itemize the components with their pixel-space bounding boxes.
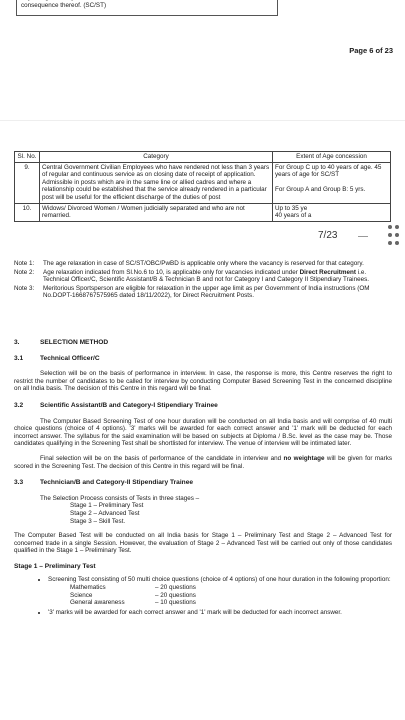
note-3: Note 3: Meritorious Sportsperson are eligible for relaxation in the upper age limit as per Government of India instructions (OM No.DOPT-1668767575965 dated 18/11/2022), for Direct Recruitment Posts. [14, 284, 370, 300]
overlay-separator [358, 236, 368, 237]
row-category: Central Government Civilian Employees who have rendered not less than 3 years of regular and continuous service as on closing date of receipt of application. Admissible in posts which are in the same line or allied cadres and where a relationship could be established that the service already rendered in a particular post will be useful for the efficient discharge of the duties of post [40, 162, 273, 203]
list-item: Stage 3 – Skill Test. [70, 517, 126, 525]
list-item: • '3' marks will be awarded for each correct answer and '1' mark will be deducted for each incorrect answer. [48, 609, 392, 617]
section-3-1-paragraph: Selection will be on the basis of performance in interview. In case, the response is more, this Centre reserves the right to restrict the number of candidates to be called for interview by conducting Computer Based Screening Test in the concerned discipline on all India basis. The decision of this Centre in this regard will be final. [14, 370, 392, 393]
list-item: • Screening Test consisting of 50 multi choice questions (choice of 4 options) of one hour duration in the following proportion: Mathematics – 20 questions Science – 20 questions General awareness – 10 questions [48, 576, 392, 606]
table-row [15, 203, 391, 221]
header-extent: Extent of Age concession [273, 152, 391, 163]
row-extent [273, 203, 391, 221]
selection-method-content [14, 339, 392, 616]
previous-page-fragment [0, 0, 405, 20]
stage-list [70, 502, 392, 525]
row-number: 10. [15, 203, 40, 221]
page-counter-overlay[interactable]: 7/23 [318, 230, 338, 241]
section-heading-3-1: 3.1 Technical Officer/C [14, 354, 100, 362]
section-3-2-paragraph-2: Final selection will be on the basis of performance of the candidate in interview and no weightage will be given for marks scored in the Screening Test. The decision of this Centre in this regard will be final. [14, 454, 392, 470]
section-heading-3-3: 3.3 Technician/B and Category-II Stipendiary Trainee [14, 479, 194, 487]
section-3-3-intro: The Selection Process consists of Tests in three stages – [40, 494, 200, 502]
extent-group-ab: For Group A and Group B: 5 yrs. [275, 185, 366, 193]
list-item: Stage 1 – Preliminary Test [70, 502, 144, 510]
section-heading-3-2: 3.2 Scientific Assistant/B and Category-I Stipendiary Trainee [14, 401, 218, 409]
row-category: Widows/ Divorced Women / Women judicially separated and who are not remarried. [40, 203, 273, 221]
page-divider [0, 120, 405, 121]
stage-1-heading: Stage 1 – Preliminary Test [14, 562, 96, 570]
stage-1-bullets [14, 576, 392, 616]
page-number: Page 6 of 23 [349, 46, 393, 55]
section-3-2-paragraph-1: The Computer Based Screening Test of one hour duration will be conducted on all India basis and will comprise of 40 multi choice questions (choice of 4 options). '3' marks will be awarded for each correct answer and '1' mark will be deducted for each incorrect answer. The syllabus for the said examination will be based on subjects at Diploma / B.Sc. level as the case may be. Those candidates qualifying in the Screening Test shall be shortlisted for interview. The venue of interview will be intimated later. [14, 417, 392, 448]
list-item: Stage 2 – Advanced Test [70, 509, 140, 517]
row-number: 9. [15, 162, 40, 203]
fragment-line-2: consequence thereof. (SC/ST) [21, 2, 107, 9]
extent-line-2: 40 years of a [275, 212, 312, 220]
section-heading-3: 3. SELECTION METHOD [14, 339, 109, 346]
header-sl-no: Sl. No. [15, 152, 40, 163]
table-fragment [16, 0, 278, 16]
subject-proportion-list: Mathematics – 20 questions Science – 20 questions General awareness – 10 questions [70, 584, 196, 607]
age-concession-table [14, 151, 391, 222]
section-3-3-paragraph: The Computer Based Test will be conducted on all India basis for Stage 1 – Preliminary Test and Stage 2 – Advanced Test for concerned trade in a single Session. However, the evaluation of Stage 2 – Advanced Test will be carried out only of those candidates qualified in the Stage 1 – Preliminary Test. [14, 532, 392, 555]
row-extent [273, 162, 391, 203]
note-2: Note 2: Age relaxation indicated from Sl.No.6 to 10, is applicable only for vacancies indicated under Direct Recruitment i.e. Technical Officer/C, Scientific Assistant/B & Technician B and not for Category I and Category II Stipendiary Trainees. [14, 268, 369, 284]
notes-block [14, 260, 392, 301]
extent-line-1: Up to 35 ye [275, 204, 308, 212]
extent-group-c: For Group C up to 40 years of age. 45 years of age for SC/ST [275, 163, 382, 179]
table-row [15, 162, 391, 203]
note-1: Note 1: The age relaxation in case of SC/ST/OBC/PwBD is applicable only where the vacancy is reserved for that category. [14, 260, 364, 267]
more-options-icon[interactable] [388, 225, 402, 249]
header-category: Category [40, 152, 273, 163]
table-header-row [15, 152, 391, 163]
